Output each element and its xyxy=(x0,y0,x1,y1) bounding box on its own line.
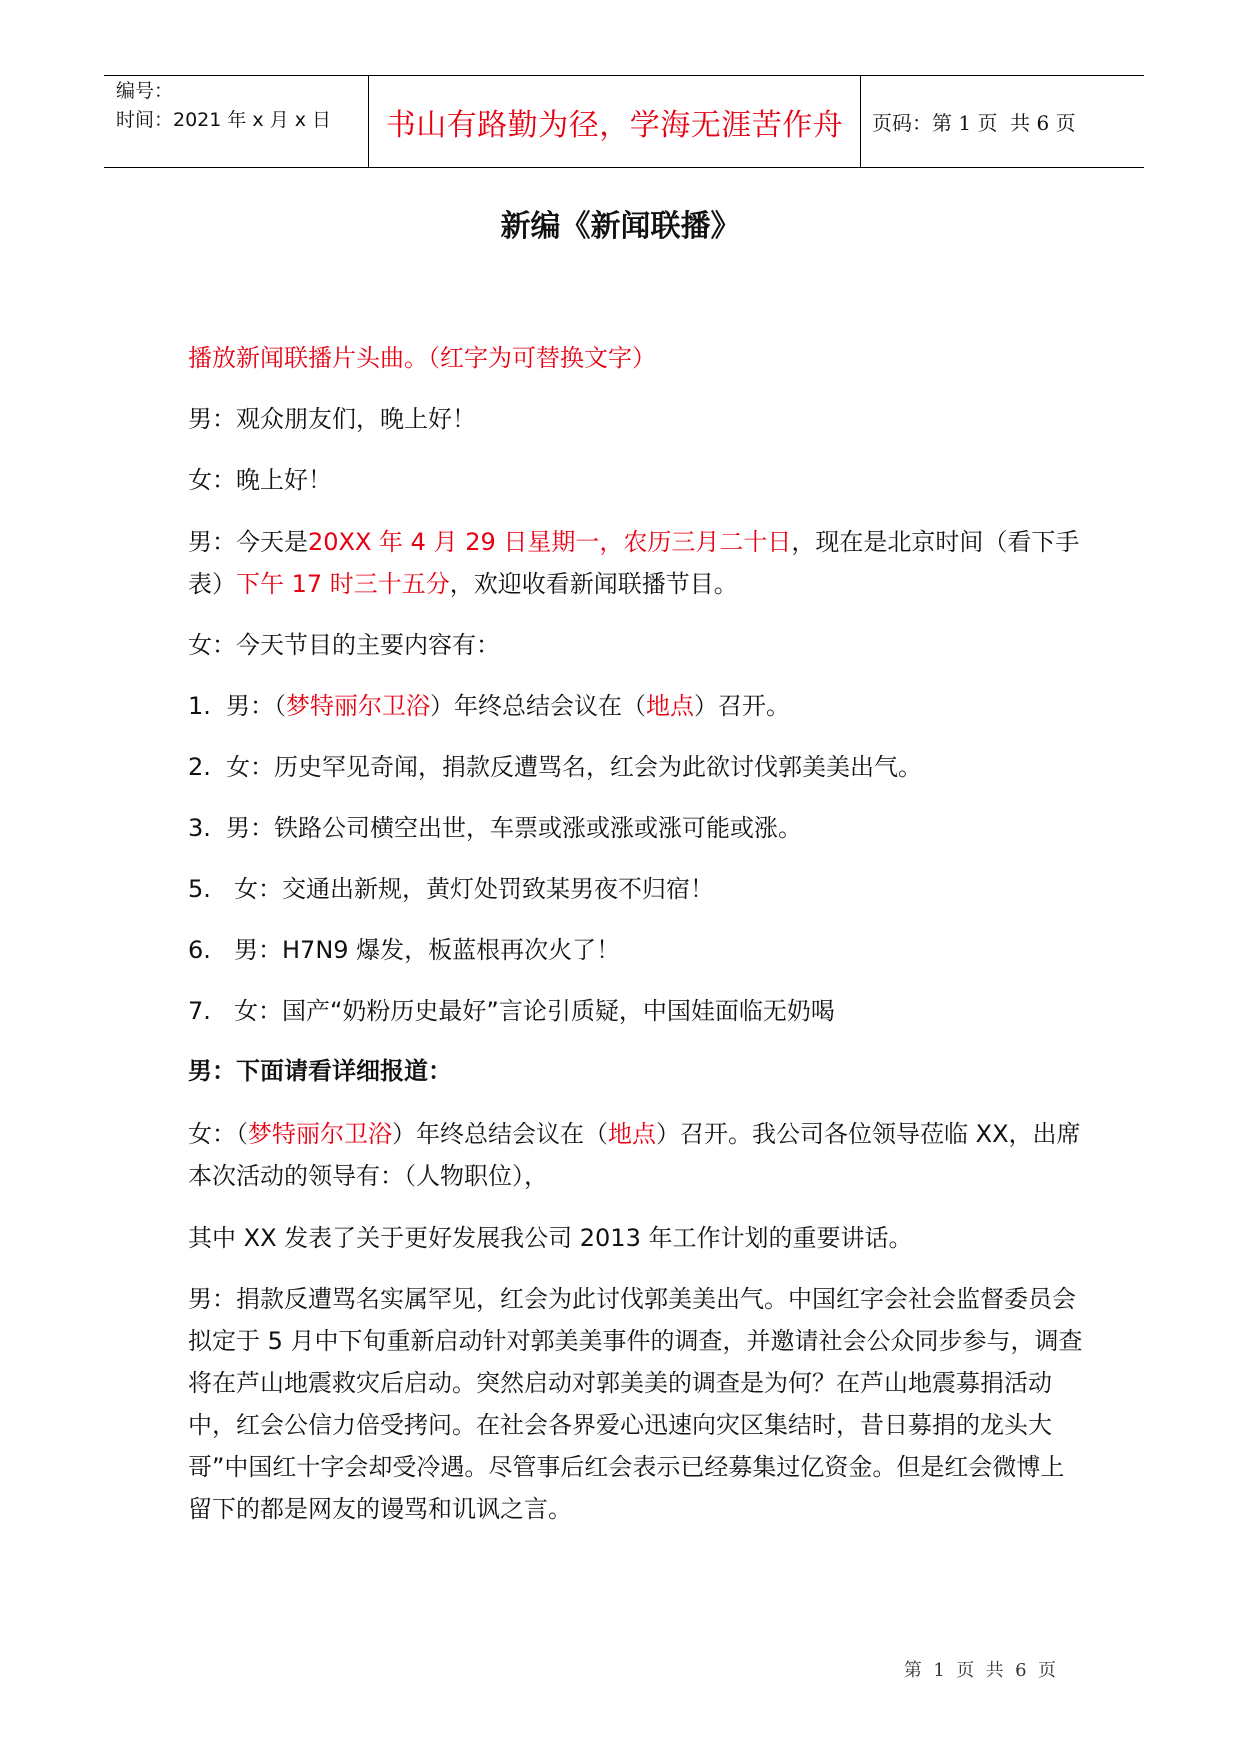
greeting-male: 男：观众朋友们，晚上好！ xyxy=(188,405,476,433)
document-header xyxy=(104,75,1144,168)
greeting-female: 女：晚上好！ xyxy=(188,466,332,494)
report-paragraph xyxy=(188,1113,1083,1197)
date-paragraph-part: ，欢迎收看新闻联播节目。 xyxy=(449,570,738,598)
date-paragraph-part: ，现在是北京时间（看下手表） xyxy=(188,528,1080,598)
list-item-number: 2. xyxy=(188,753,211,781)
list-item-number: 3. xyxy=(188,814,211,842)
list-item-number: 7. xyxy=(188,997,211,1025)
header-motto: 书山有路勤为径，学海无涯苦作舟 xyxy=(385,107,844,143)
company-replaceable: 梦特丽尔卫浴 xyxy=(286,692,430,720)
location-replaceable: 地点 xyxy=(608,1120,656,1148)
header-info-cell xyxy=(116,77,366,135)
document-title: 新编《新闻联播》 xyxy=(500,209,741,244)
header-date-label: 时间：2021 年 x 月 x 日 xyxy=(116,109,332,131)
list-item xyxy=(188,746,1083,788)
date-paragraph-part: 男：今天是 xyxy=(188,528,308,556)
list-item-text: 男：H7N9 爆发，板蓝根再次火了！ xyxy=(234,936,621,964)
page-footer: 第 1 页 共 6 页 xyxy=(903,1660,1056,1681)
header-page-label: 页码：第 1 页 共 6 页 xyxy=(872,111,1076,135)
list-item xyxy=(188,990,1083,1032)
header-divider-right xyxy=(860,75,861,168)
report-part: ）召开。我公司各位领导莅临 XX，出席本次活动的领导有：（人物职位）， xyxy=(188,1120,1081,1190)
date-paragraph xyxy=(188,521,1083,605)
list-item xyxy=(188,685,1083,727)
list-item xyxy=(188,807,1083,849)
list-item-text: 女：交通出新规，黄灯处罚致某男夜不归宿！ xyxy=(234,875,714,903)
time-replaceable: 下午 17 时三十五分 xyxy=(236,570,450,598)
list-item-text: 女：国产“奶粉历史最好”言论引质疑，中国娃面临无奶喝 xyxy=(234,997,835,1025)
list-item-number: 6. xyxy=(188,936,211,964)
list-item xyxy=(188,929,1083,971)
intro-instruction: 播放新闻联播片头曲。（红字为可替换文字） xyxy=(188,344,656,372)
list-item-text: ）召开。 xyxy=(694,692,790,720)
speech-paragraph: 其中 XX 发表了关于更好发展我公司 2013 年工作计划的重要讲话。 xyxy=(188,1224,913,1252)
list-item-number: 1. xyxy=(188,692,211,720)
list-item-text: 男：铁路公司横空出世，车票或涨或涨或涨可能或涨。 xyxy=(226,814,802,842)
report-part: 女：（ xyxy=(188,1120,248,1148)
location-replaceable: 地点 xyxy=(646,692,694,720)
header-number-label: 编号： xyxy=(116,80,174,102)
list-item-text: 男：（ xyxy=(226,692,286,720)
report-part: ）年终总结会议在（ xyxy=(392,1120,608,1148)
company-replaceable: 梦特丽尔卫浴 xyxy=(248,1120,392,1148)
list-item xyxy=(188,868,1083,910)
red-cross-paragraph: 男：捐款反遭骂名实属罕见，红会为此讨伐郭美美出气。中国红字会社会监督委员会拟定于 5 月中下旬重新启动针对郭美美事件的调查，并邀请社会公众同步参与，调查将在芦山地震救灾后启动。突然启动对郭美美的调查是为何？在芦山地震募捐活动中，红会公信力倍受拷问。在社会各界爱心迅速向灾区集结时，昔日募捐的龙头大哥”中国红十字会却受冷遇。尽管事后红会表示已经募集过亿资金。但是红会微博上留下的都是网友的谩骂和讥讽之言。 xyxy=(188,1285,1083,1523)
detail-report-heading: 男：下面请看详细报道： xyxy=(188,1057,452,1085)
date-replaceable: 20XX 年 4 月 29 日星期一，农历三月二十日 xyxy=(308,528,792,556)
contents-intro: 女：今天节目的主要内容有： xyxy=(188,631,500,659)
list-item-text: 女：历史罕见奇闻，捐款反遭骂名，红会为此欲讨伐郭美美出气。 xyxy=(226,753,922,781)
list-item-number: 5. xyxy=(188,875,211,903)
list-item-text: ）年终总结会议在（ xyxy=(430,692,646,720)
